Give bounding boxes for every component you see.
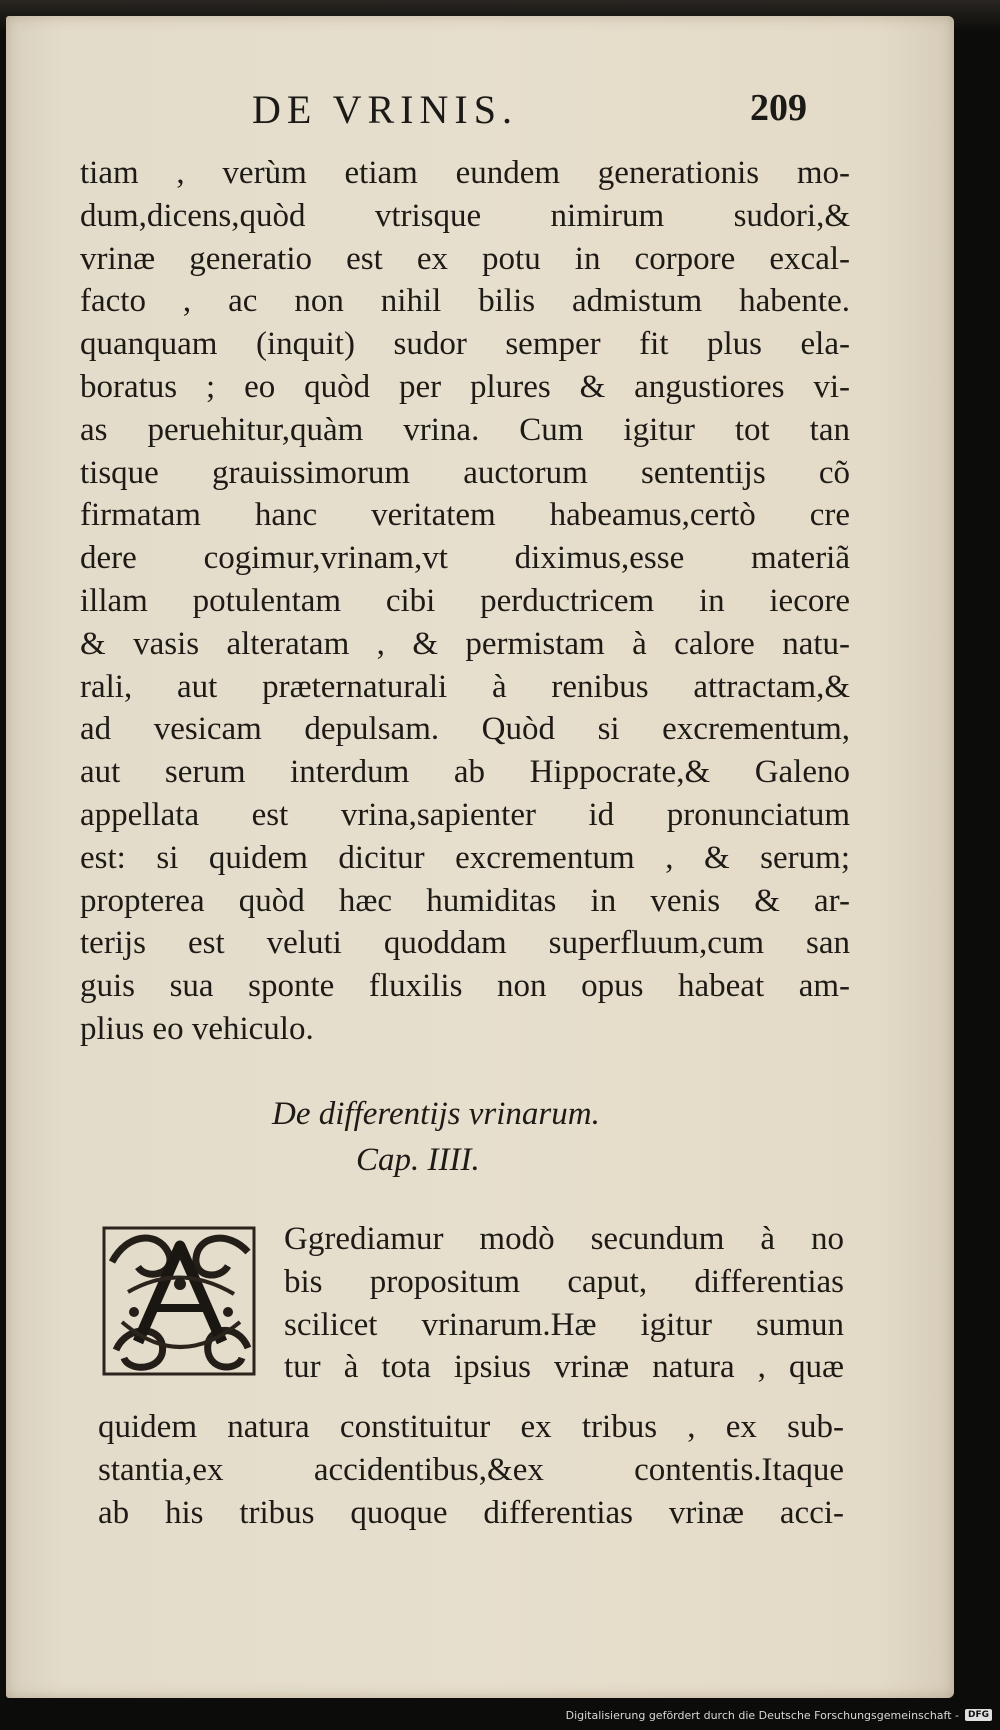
text-line: dere cogimur,vrinam,vt diximus,esse materiã (80, 540, 850, 577)
text-line: Ggrediamur modò secundum à no (284, 1221, 844, 1257)
text-line: facto , ac non nihil bilis admistum habente. (80, 283, 850, 320)
page-number: 209 (750, 87, 807, 129)
text-line: vrinæ generatio est ex potu in corpore excal- (80, 240, 850, 277)
chapter-title: De differentijs vrinarum. (272, 1096, 600, 1132)
text-line: tisque grauissimorum auctorum sententijs cõ (80, 454, 850, 491)
text-line: aut serum interdum ab Hippocrate,& Galeno (80, 754, 850, 791)
text-line: scilicet vrinarum.Hæ igitur sumun (284, 1306, 844, 1343)
page-header (6, 86, 954, 146)
ornamental-initial (98, 1222, 268, 1382)
text-line: bis propositum caput, differentias (284, 1263, 844, 1300)
text-line: illam potulentam cibi perductricem in iecore (80, 582, 850, 619)
text-line: appellata est vrina,sapienter id pronunciatum (80, 796, 850, 833)
paragraph-1 (80, 152, 850, 1051)
text-line: est: si quidem dicitur excrementum , & serum; (80, 839, 850, 876)
text-line: plius eo vehiculo. (80, 1010, 314, 1047)
funding-note: Digitalisierung gefördert durch die Deutsche Forschungsgemeinschaft - (565, 1708, 959, 1722)
text-line: tiam , verùm etiam eundem generationis mo- (80, 155, 850, 191)
text-line: boratus ; eo quòd per plures & angustiores vi- (80, 368, 850, 405)
text-line: as peruehitur,quàm vrina. Cum igitur tot tan (80, 411, 850, 448)
dfg-logo: DFG (965, 1709, 992, 1721)
book-page (6, 16, 954, 1698)
text-line: ad vesicam depulsam. Quòd si excrementum, (80, 711, 850, 748)
text-line: guis sua sponte fluxilis non opus habeat am- (80, 968, 850, 1005)
chapter-heading (6, 1096, 954, 1196)
text-line: firmatam hanc veritatem habeamus,certò cre (80, 497, 850, 534)
text-line: propterea quòd hæc humiditas in venis & ar- (80, 882, 850, 919)
text-line: & vasis alteratam , & permistam à calore natu- (80, 625, 850, 662)
paragraph-2-continued (98, 1406, 844, 1534)
digitization-footer (566, 1704, 992, 1726)
text-line: terijs est veluti quoddam superfluum,cum san (80, 925, 850, 962)
text-line: stantia,ex accidentibus,&ex contentis.Itaque (98, 1451, 844, 1488)
text-line: dum,dicens,quòd vtrisque nimirum sudori,& (80, 197, 850, 234)
text-line: rali, aut præternaturali à renibus attractam,& (80, 668, 850, 705)
chapter-number: Cap. IIII. (356, 1142, 480, 1178)
text-line: quanquam (inquit) sudor semper fit plus ela- (80, 326, 850, 363)
paragraph-2-indented (284, 1218, 844, 1389)
text-line: tur à tota ipsius vrinæ natura , quæ (284, 1349, 844, 1386)
text-line: quidem natura constituitur ex tribus , ex sub- (98, 1409, 844, 1445)
running-title: DE VRINIS. (252, 87, 518, 132)
ornamental-initial-a-icon (98, 1222, 268, 1382)
text-line: ab his tribus quoque differentias vrinæ acci- (98, 1494, 844, 1531)
